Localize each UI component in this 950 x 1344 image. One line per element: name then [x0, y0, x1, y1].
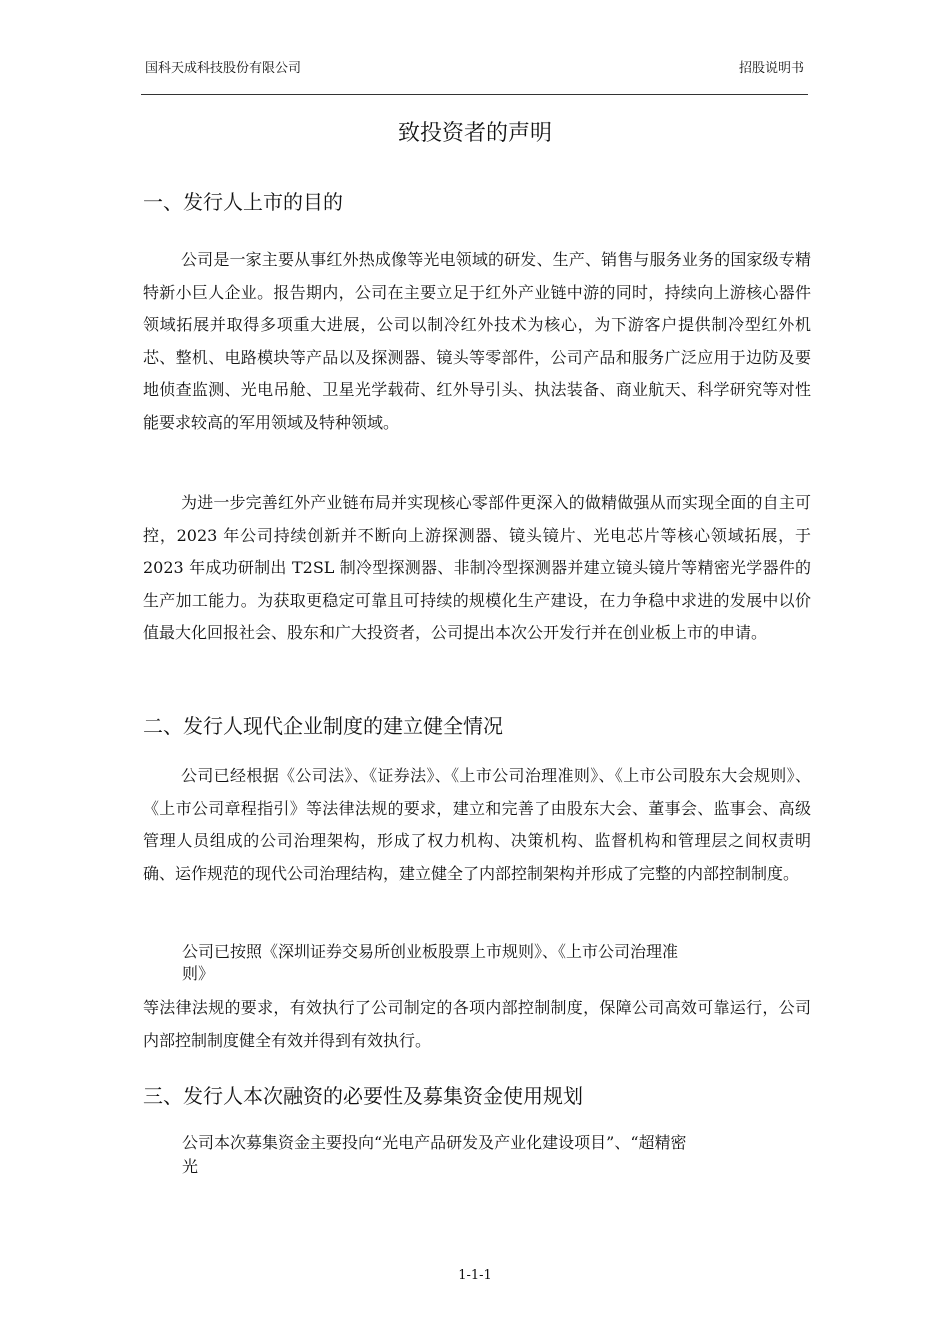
- section-2-heading: 二、发行人现代企业制度的建立健全情况: [143, 714, 503, 738]
- section-2-paragraph-2-line-1: 公司已按照《深圳证券交易所创业板股票上市规则》、《上市公司治理准: [182, 942, 679, 961]
- section-2-paragraph-2-line-2: 则》: [182, 964, 215, 983]
- header-company-name: 国科天成科技股份有限公司: [145, 61, 302, 76]
- page-header: [141, 58, 808, 95]
- header-document-type: 招股说明书: [738, 61, 804, 76]
- section-2-paragraph-2-rest: 等法律法规的要求，有效执行了公司制定的各项内部控制制度，保障公司高效可靠运行，公司内部控制制度健全有效并得到有效执行。: [143, 998, 811, 1050]
- section-2-paragraph-1: 公司已经根据《公司法》、《证券法》、《上市公司治理准则》、《上市公司股东大会规则》、《上市公司章程指引》等法律法规的要求，建立和完善了由股东大会、董事会、监事会、高级管理人员组成的公司治理架构，形成了权力机构、决策机构、监督机构和管理层之间权责明确、运作规范的现代公司治理结构，建立健全了内部控制架构并形成了完整的内部控制制度。: [143, 766, 811, 883]
- section-3-heading: 三、发行人本次融资的必要性及募集资金使用规划: [143, 1084, 583, 1108]
- section-3-paragraph-1-line-1: 公司本次募集资金主要投向“光电产品研发及产业化建设项目”、“超精密: [182, 1133, 687, 1152]
- page-title: 致投资者的声明: [397, 121, 552, 146]
- section-1-paragraph-2: 为进一步完善红外产业链布局并实现核心零部件更深入的做精做强从而实现全面的自主可控，2023 年公司持续创新并不断向上游探测器、镜头镜片、光电芯片等核心领域拓展，于 2023 年成功研制出 T2SL 制冷型探测器、非制冷型探测器并建立镜头镜片等精密光学器件的生产加工能力。为获取更稳定可靠且可持续的规模化生产建设，在力争稳中求进的发展中以价值最大化回报社会、股东和广大投资者，公司提出本次公开发行并在创业板上市的申请。: [143, 493, 811, 642]
- section-3-paragraph-1-line-2: 光: [182, 1157, 199, 1176]
- page-number: 1-1-1: [458, 1268, 492, 1283]
- section-1-heading: 一、发行人上市的目的: [143, 190, 343, 214]
- section-1-paragraph-1: 公司是一家主要从事红外热成像等光电领域的研发、生产、销售与服务业务的国家级专精特新小巨人企业。报告期内，公司在主要立足于红外产业链中游的同时，持续向上游核心器件领域拓展并取得多项重大进展，公司以制冷红外技术为核心，为下游客户提供制冷型红外机芯、整机、电路模块等产品以及探测器、镜头等零部件，公司产品和服务广泛应用于边防及要地侦查监测、光电吊舱、卫星光学载荷、红外导引头、执法装备、商业航天、科学研究等对性能要求较高的军用领域及特种领域。: [143, 250, 811, 432]
